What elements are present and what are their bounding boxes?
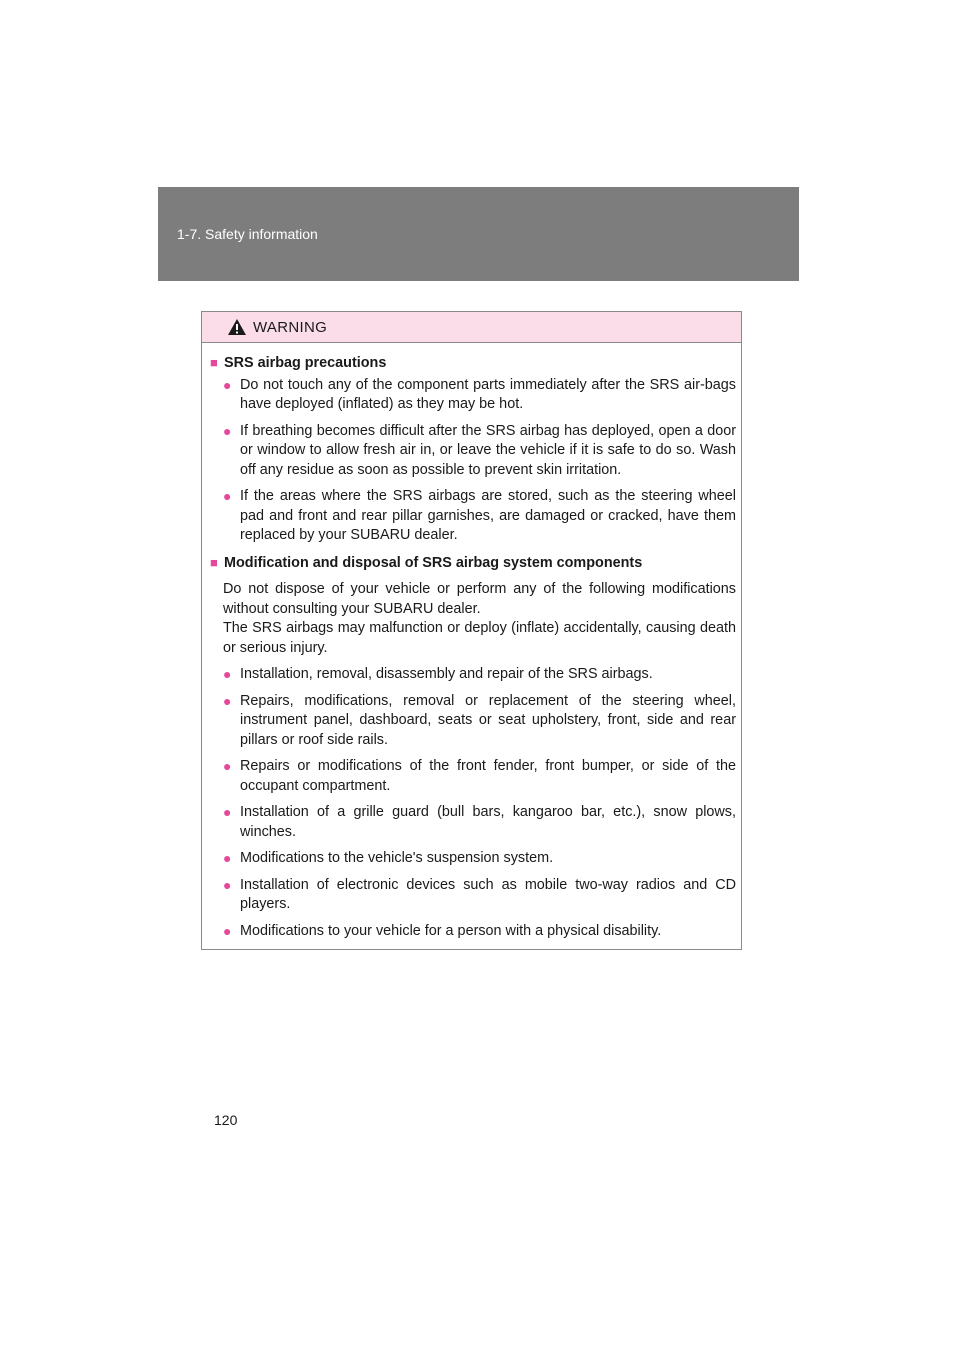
square-bullet-icon: ■ bbox=[210, 554, 218, 570]
list-item bbox=[223, 692, 736, 751]
circle-bullet-icon: ● bbox=[223, 804, 232, 820]
circle-bullet-icon: ● bbox=[223, 692, 232, 709]
circle-bullet-icon: ● bbox=[223, 922, 232, 939]
list-item-text: If breathing becomes difficult after the SRS airbag has deployed, open a door or window to allow fresh air in, or leave the vehicle if it is safe to do so. Wash off any residue as soon as possible to prevent skin irritation. bbox=[240, 422, 736, 478]
list-item-text: Modifications to your vehicle for a person with a physical disability. bbox=[240, 922, 662, 939]
warning-body bbox=[202, 343, 741, 941]
list-item-text: Repairs or modifications of the front fender, front bumper, or side of the occupant compartment. bbox=[240, 758, 736, 794]
list-item bbox=[223, 803, 736, 842]
list-item bbox=[223, 422, 736, 481]
list-item-text: If the areas where the SRS airbags are stored, such as the steering wheel pad and front and rear pillar garnishes, are damaged or cracked, have them replaced by your SUBARU dealer. bbox=[240, 488, 736, 543]
list-item-text: Installation, removal, disassembly and repair of the SRS airbags. bbox=[240, 666, 653, 682]
circle-bullet-icon: ● bbox=[223, 850, 232, 866]
list-item bbox=[223, 376, 736, 415]
section-heading bbox=[210, 353, 736, 374]
list-item-text: Modifications to the vehicle's suspension system. bbox=[240, 850, 554, 866]
list-item-text: Repairs, modifications, removal or replacement of the steering wheel, instrument panel, dashboard, seats or seat upholstery, front, side and rear pillars or roof side rails. bbox=[240, 692, 736, 748]
paragraph-line: Do not dispose of your vehicle or perform any of the following modifications without consulting your SUBARU dealer. bbox=[223, 581, 736, 617]
list-item-text: Do not touch any of the component parts immediately after the SRS air-bags have deployed (inflated) as they may be hot. bbox=[240, 376, 736, 412]
circle-bullet-icon: ● bbox=[223, 376, 232, 393]
section-heading bbox=[210, 553, 736, 574]
circle-bullet-icon: ● bbox=[223, 488, 232, 504]
warning-section bbox=[210, 353, 736, 546]
list-item bbox=[223, 757, 736, 796]
section-header-band bbox=[158, 187, 799, 281]
list-item bbox=[223, 922, 736, 942]
paragraph bbox=[223, 580, 736, 658]
section-heading-text: SRS airbag precautions bbox=[224, 355, 387, 371]
list-item bbox=[223, 849, 736, 869]
warning-box bbox=[201, 311, 742, 950]
page-number: 120 bbox=[214, 1112, 238, 1128]
list-item-text: Installation of a grille guard (bull bars, kangaroo bar, etc.), snow plows, winches. bbox=[240, 804, 736, 840]
circle-bullet-icon: ● bbox=[223, 758, 232, 774]
warning-section bbox=[210, 553, 736, 942]
paragraph-line: The SRS airbags may malfunction or deploy (inflate) accidentally, causing death or serious injury. bbox=[223, 620, 736, 656]
list-item bbox=[223, 487, 736, 546]
warning-triangle-icon bbox=[227, 318, 247, 336]
circle-bullet-icon: ● bbox=[223, 876, 232, 893]
section-heading-text: Modification and disposal of SRS airbag system components bbox=[224, 554, 643, 571]
circle-bullet-icon: ● bbox=[223, 666, 232, 682]
warning-header bbox=[202, 312, 741, 343]
list-item bbox=[223, 665, 736, 685]
square-bullet-icon: ■ bbox=[210, 355, 218, 370]
list-item bbox=[223, 876, 736, 915]
list-item-text: Installation of electronic devices such as mobile two-way radios and CD players. bbox=[240, 876, 736, 912]
circle-bullet-icon: ● bbox=[223, 422, 232, 439]
section-title: 1-7. Safety information bbox=[177, 226, 318, 242]
warning-label: WARNING bbox=[253, 318, 328, 336]
